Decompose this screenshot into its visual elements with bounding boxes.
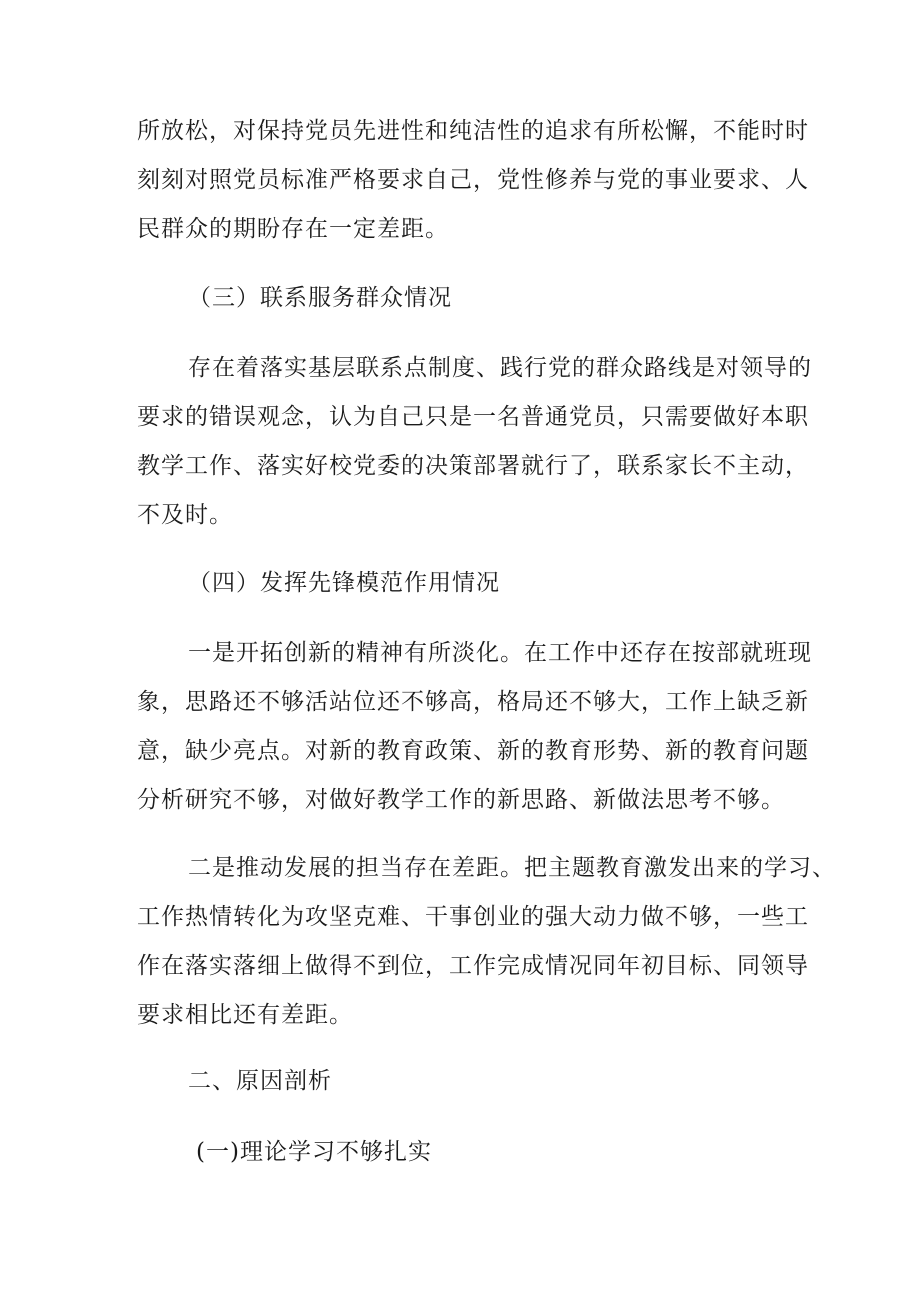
paragraph-line: 工作热情转化为攻坚克难、干事创业的强大动力做不够，一些工 <box>137 904 809 930</box>
paragraph-line: 象，思路还不够活站位还不够高，格局还不够大，工作上缺乏新 <box>137 689 809 715</box>
subsection-heading: (一)理论学习不够扎实 <box>196 1139 432 1165</box>
section-heading: （四）发挥先锋模范作用情况 <box>188 570 500 596</box>
section-heading: 二、原因剖析 <box>188 1068 332 1094</box>
paragraph-line: 存在着落实基层联系点制度、践行党的群众路线是对领导的 <box>188 355 812 381</box>
paragraph-line: 教学工作、落实好校党委的决策部署就行了，联系家长不主动， <box>137 453 809 479</box>
paragraph-line: 所放松，对保持党员先进性和纯洁性的追求有所松懈，不能时时 <box>137 118 809 144</box>
paragraph-line: 一是开拓创新的精神有所淡化。在工作中还存在按部就班现 <box>188 640 812 666</box>
section-heading: （三）联系服务群众情况 <box>188 285 452 311</box>
paragraph-line: 分析研究不够，对做好教学工作的新思路、新做法思考不够。 <box>137 787 785 813</box>
paragraph-line: 不及时。 <box>137 502 233 528</box>
paragraph-line: 民群众的期盼存在一定差距。 <box>137 216 449 242</box>
paragraph-line: 刻刻对照党员标准严格要求自己，党性修养与党的事业要求、人 <box>137 167 809 193</box>
paragraph-line: 意，缺少亮点。对新的教育政策、新的教育形势、新的教育问题 <box>137 738 809 764</box>
paragraph-line: 作在落实落细上做得不到位，工作完成情况同年初目标、同领导 <box>137 953 809 979</box>
paragraph-line: 要求的错误观念，认为自己只是一名普通党员，只需要做好本职 <box>137 404 809 430</box>
paragraph-line: 二是推动发展的担当存在差距。把主题教育激发出来的学习、 <box>188 855 836 881</box>
paragraph-line: 要求相比还有差距。 <box>137 1002 353 1028</box>
